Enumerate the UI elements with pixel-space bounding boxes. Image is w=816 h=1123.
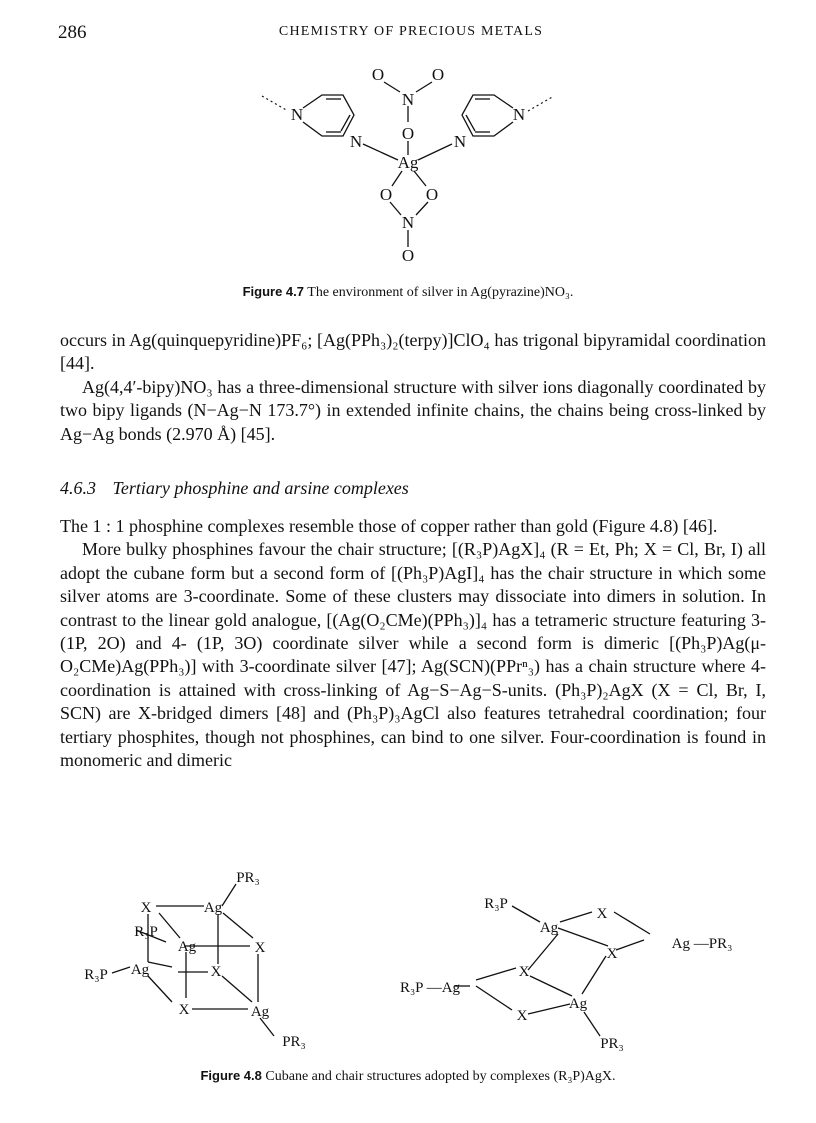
cubane-x-1: X (140, 900, 152, 916)
cubane-ag-2: Ag (177, 939, 197, 955)
figure-4-7-label: Figure 4.7 (242, 284, 305, 299)
cubane-ag-4: Ag (250, 1004, 270, 1020)
page-header (58, 22, 764, 44)
atom-n-left-outer: N (290, 105, 304, 124)
chair-x-2: X (606, 946, 618, 962)
chair-pr3-bottom: PR₃ (600, 1036, 624, 1052)
atom-n-top: N (401, 90, 415, 109)
chair-x-4: X (516, 1008, 528, 1024)
cubane-x-3: X (210, 964, 222, 980)
atom-o-bottom: O (401, 246, 415, 265)
atom-n-bottom: N (401, 213, 415, 232)
paragraph-phosphine-intro: The 1 : 1 phosphine complexes resemble those of copper rather than gold (Figure 4.8) [46]. (60, 516, 718, 536)
chair-x-1: X (596, 906, 608, 922)
section-heading (60, 478, 409, 499)
atom-n-right-inner: N (453, 132, 467, 151)
chair-r3p-ag: R₃P —Ag (399, 980, 461, 996)
cubane-ag-1: Ag (203, 900, 223, 916)
cubane-pr3-top: PR₃ (236, 870, 260, 886)
chair-ag-2: Ag (568, 996, 588, 1012)
paragraph-bulky-phosphines: More bulky phosphines favour the chair structure; [(R₃P)AgX]₄ (R = Et, Ph; X = Cl, Br, I) all adopt the cubane form but a second form of [(Ph₃P)AgI]₄ has the chair structure in which some silver atoms are 3-coordinate. Some of these clusters may dissociate into dimers in solution. In contrast to the linear gold analogue, [(Ag(O₂CMe)(PPh₃)]₄ has a tetrameric structure featuring 3- (1P, 2O) and 4- (1P, 3O) coordinate silver while a second form is dimeric [(Ph₃P)Ag(μ-O₂CMe)Ag(PPh₃)] with 3-coordinate silver [47]; Ag(SCN)(PPrⁿ₃) has a chain structure where 4-coordination is attained with cross-linking of Ag−S−Ag−S-units. (Ph₃P)₂AgX (X = Cl, Br, I, SCN) are X-bridged dimers [48] and (Ph₃P)₃AgCl also features tetrahedral coordination; four tertiary phosphites, though not phosphines, can bind to one silver. Four-coordination is found in monomeric and dimeric (60, 539, 766, 771)
cubane-structure (84, 870, 306, 1050)
cubane-r3p-left: R₃P (84, 967, 108, 983)
paragraph-bipy: Ag(4,4′-bipy)NO₃ has a three-dimensional structure with silver ions diagonally coordinated by two bipy ligands (N−Ag−N 173.7°) in extended infinite chains, the chains being cross-linked by Ag−Ag bonds (2.970 Å) [45]. (60, 376, 766, 444)
cubane-r3p-inner: R₃P (134, 924, 158, 940)
body-text-top (60, 329, 766, 446)
chair-ag-pr3: Ag —PR₃ (671, 936, 733, 952)
section-number: 4.6.3 (60, 478, 96, 498)
figure-4-7-caption (0, 284, 816, 301)
atom-o-top-right: O (431, 65, 445, 84)
atom-n-right-outer: N (512, 105, 526, 124)
atom-o-bottom-right: O (425, 185, 439, 204)
figure-4-8 (0, 866, 816, 1101)
page-number: 286 (58, 22, 87, 43)
atom-ag-center: Ag (397, 153, 419, 172)
cubane-x-2: X (254, 940, 266, 956)
section-title: Tertiary phosphine and arsine complexes (112, 478, 409, 498)
atom-n-left-inner: N (349, 132, 363, 151)
running-head: CHEMISTRY OF PRECIOUS METALS (278, 24, 544, 39)
atom-o-top-left: O (371, 65, 385, 84)
figure-4-8-caption-text: Cubane and chair structures adopted by complexes (R₃P)AgX. (265, 1069, 616, 1084)
chair-ag-1: Ag (539, 920, 559, 936)
figure-4-7-diagram (0, 58, 816, 273)
figure-4-8-label: Figure 4.8 (200, 1068, 262, 1083)
figure-4-7-caption-text: The environment of silver in Ag(pyrazine)NO₃. (307, 285, 574, 300)
body-text-main (60, 515, 766, 772)
atom-o-bottom-left: O (379, 185, 393, 204)
chair-x-3: X (518, 964, 530, 980)
figure-4-8-caption (0, 1068, 816, 1085)
atom-o-bridge: O (401, 124, 415, 143)
cubane-pr3-bottom: PR₃ (282, 1034, 306, 1050)
figure-4-7 (0, 58, 816, 303)
figure-4-8-diagram (0, 866, 816, 1061)
paragraph-continuation: occurs in Ag(quinquepyridine)PF₆; [Ag(PPh₃)₂(terpy)]ClO₄ has trigonal bipyramidal coordination [44]. (60, 330, 766, 374)
cubane-ag-3: Ag (130, 962, 150, 978)
cubane-x-4: X (178, 1002, 190, 1018)
chair-structure (400, 896, 732, 1052)
chair-r3p-top: R₃P (484, 896, 508, 912)
